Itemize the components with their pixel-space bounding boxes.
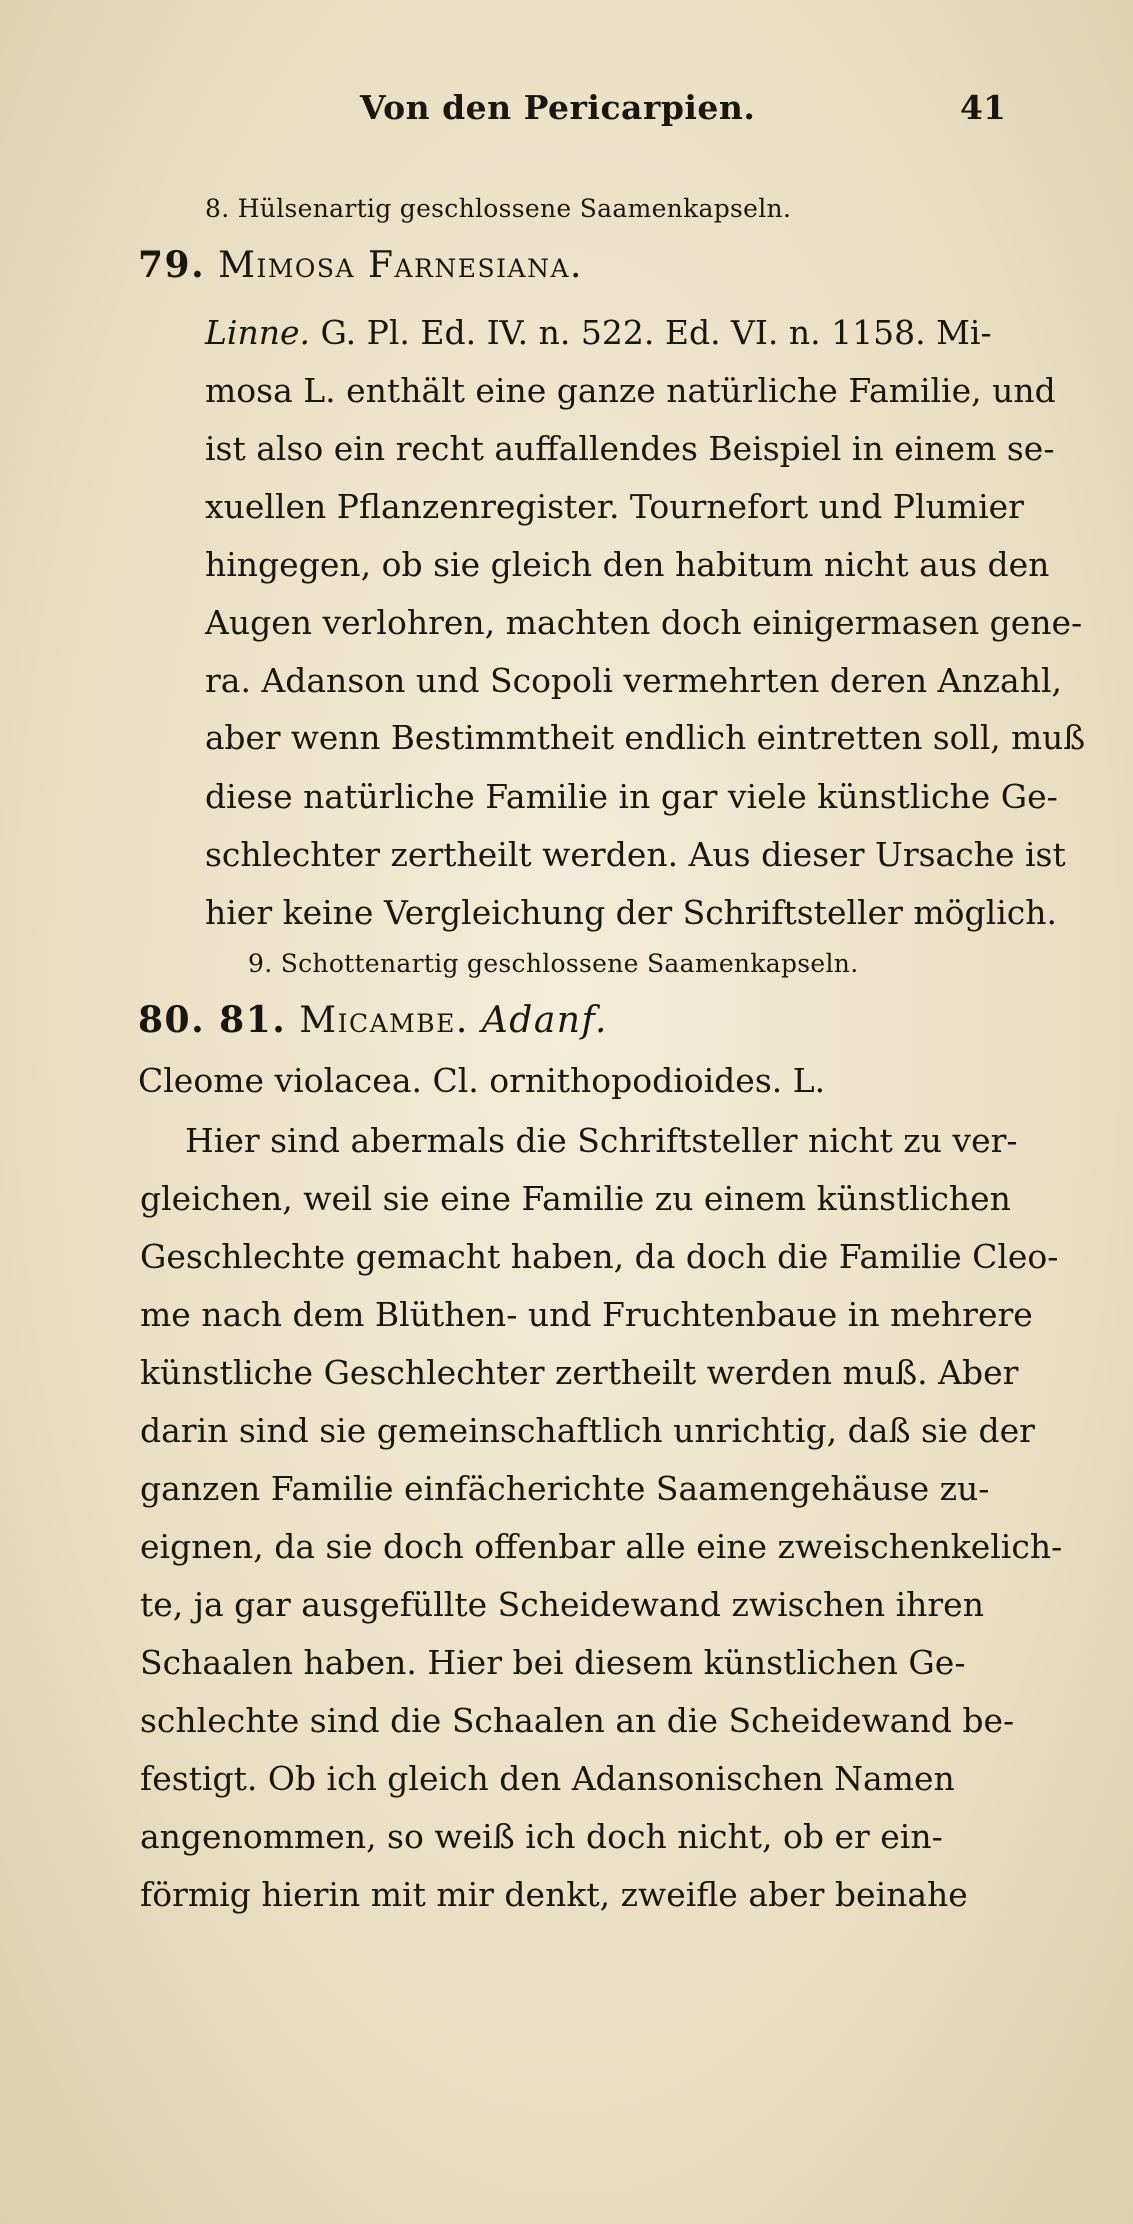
- text-line: ist also ein recht auffallendes Beispiel in einem se-: [205, 429, 1055, 468]
- page-header: [0, 88, 1133, 136]
- text-line: hier keine Vergleichung der Schriftsteller möglich.: [205, 893, 1057, 932]
- entry-number: 80. 81.: [138, 999, 287, 1041]
- text-line: xuellen Pflanzenregister. Tournefort und Plumier: [205, 487, 1024, 526]
- text-line: te, ja gar ausgefüllte Scheidewand zwischen ihren: [140, 1585, 984, 1624]
- text-line: [205, 313, 992, 352]
- text-line: künstliche Geschlechter zertheilt werden muß. Aber: [140, 1353, 1019, 1392]
- section-caption-8: [205, 196, 791, 221]
- entry-title: Mimosa Farnesiana.: [218, 245, 583, 286]
- text-line: Schaalen haben. Hier bei diesem künstlichen Ge-: [140, 1643, 966, 1682]
- text-line: Augen verlohren, machten doch einigermasen gene-: [205, 603, 1083, 642]
- text-line: me nach dem Blüthen- und Fruchtenbaue in mehrere: [140, 1295, 1033, 1334]
- text-line: förmig hierin mit mir denkt, zweifle aber beinahe: [140, 1875, 968, 1914]
- text-line: eignen, da sie doch offenbar alle eine zweischenkelich-: [140, 1527, 1063, 1566]
- reference-text: G. Pl. Ed. IV. n. 522. Ed. VI. n. 1158. Mi-: [310, 313, 992, 352]
- entry-heading-79: [138, 244, 583, 286]
- caption-text: 9. Schottenartig geschlossene Saamenkapseln.: [248, 949, 859, 978]
- page-number: 41: [960, 88, 1006, 127]
- text-line: Hier sind abermals die Schriftsteller nicht zu ver-: [185, 1121, 1018, 1160]
- text-line: gleichen, weil sie eine Familie zu einem künstlichen: [140, 1179, 1011, 1218]
- text-line: hingegen, ob sie gleich den habitum nicht aus den: [205, 545, 1050, 584]
- text-line: mosa L. enthält eine ganze natürliche Familie, und: [205, 371, 1056, 410]
- text-line: schlechter zertheilt werden. Aus dieser Ursache ist: [205, 835, 1066, 874]
- author-abbrev: Adanf.: [481, 1000, 608, 1041]
- entry-number: 79.: [138, 244, 206, 286]
- text-line: angenommen, so weiß ich doch nicht, ob er ein-: [140, 1817, 943, 1856]
- caption-text: 8. Hülsenartig geschlossene Saamenkapseln.: [205, 194, 792, 223]
- text-line: aber wenn Bestimmtheit endlich eintretten soll, muß: [205, 719, 1086, 757]
- entry-heading-80-81: [138, 999, 608, 1041]
- text-line: ganzen Familie einfächerichte Saamengehäuse zu-: [140, 1469, 990, 1508]
- text-line: diese natürliche Familie in gar viele künstliche Ge-: [205, 777, 1058, 816]
- text-line: schlechte sind die Schaalen an die Scheidewand be-: [140, 1701, 1015, 1740]
- entry-title: Micambe.: [299, 1000, 469, 1041]
- text-line: ra. Adanson und Scopoli vermehrten deren Anzahl,: [205, 661, 1063, 700]
- text-line: Geschlechte gemacht haben, da doch die Familie Cleo-: [140, 1237, 1059, 1276]
- synonym-line: Cleome violacea. Cl. ornithopodioides. L.: [138, 1061, 826, 1100]
- author-name: Linne.: [205, 313, 310, 352]
- text-line: darin sind sie gemeinschaftlich unrichtig, daß sie der: [140, 1411, 1035, 1450]
- text-line: festigt. Ob ich gleich den Adansonischen Namen: [140, 1759, 955, 1798]
- section-caption-9: [248, 951, 858, 976]
- running-head: Von den Pericarpien.: [360, 88, 756, 127]
